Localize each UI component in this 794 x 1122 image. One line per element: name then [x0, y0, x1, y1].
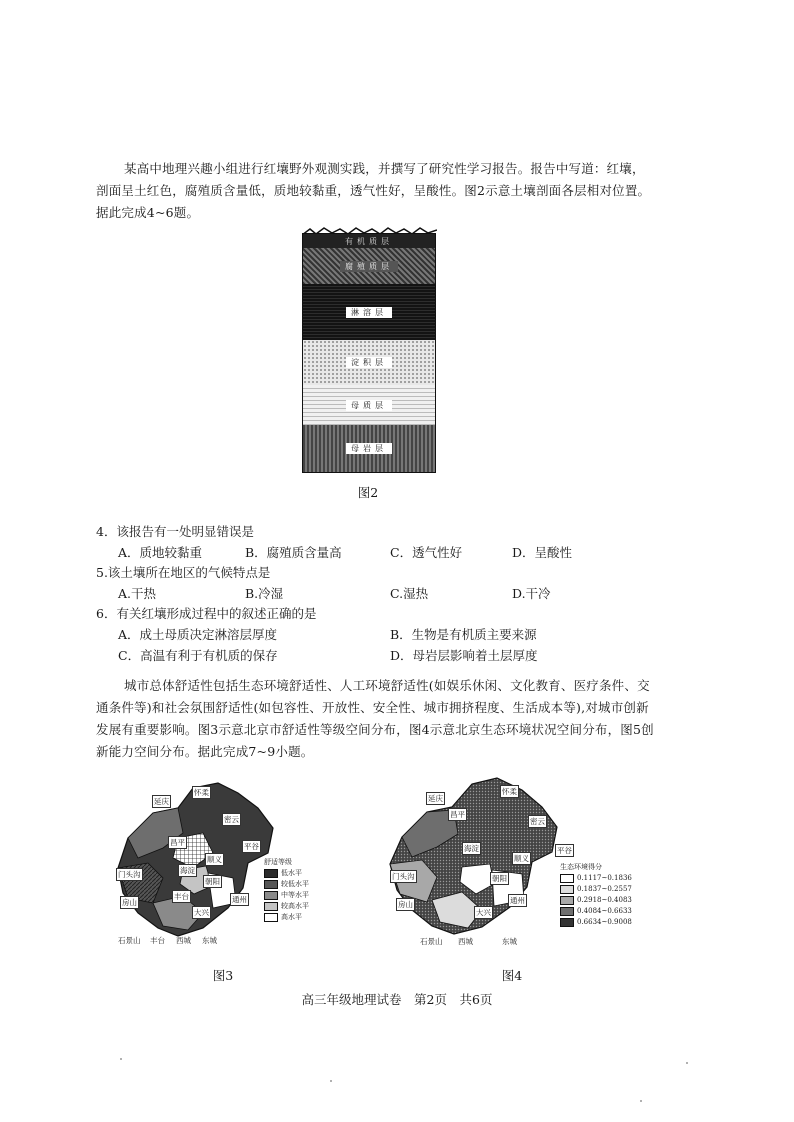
- q5-option-a[interactable]: A.干热: [118, 586, 157, 601]
- map3-legend: [264, 857, 309, 923]
- legend-swatch: [560, 885, 574, 894]
- map4-legend-item: 0.2918~0.4083: [560, 895, 632, 906]
- q5-option-c[interactable]: C.湿热: [390, 586, 429, 601]
- map3-label-6: 海淀: [180, 866, 195, 875]
- map3-label-11: 通州: [232, 895, 247, 904]
- q6-option-b[interactable]: B．生物是有机质主要来源: [390, 627, 537, 642]
- map3-label-0: 延庆: [154, 797, 169, 806]
- map3-label-2: 密云: [224, 815, 239, 824]
- q4-option-c[interactable]: C．透气性好: [390, 545, 463, 560]
- map3-legend-item: 中等水平: [264, 890, 309, 901]
- profile-layer-eluvial: 淋溶层: [303, 284, 435, 340]
- q6-option-a[interactable]: A．成土母质决定淋溶层厚度: [118, 627, 278, 642]
- map4-label-4: 顺义: [514, 854, 529, 863]
- map4-legend-item: 0.6634~0.9008: [560, 917, 632, 928]
- legend-swatch: [560, 896, 574, 905]
- map3-label-5: 平谷: [244, 842, 259, 851]
- q6-option-c[interactable]: C．高温有利于有机质的保存: [118, 648, 278, 663]
- map3-label-7: 朝阳: [205, 877, 220, 886]
- map4-bottom-label-1: 西城: [458, 937, 473, 946]
- map4-bottom-label-2: 东城: [502, 937, 517, 946]
- profile-layer-parent-material: 母质层: [303, 385, 435, 425]
- map3-label-1: 怀柔: [194, 788, 209, 797]
- q5-option-d[interactable]: D.干冷: [512, 586, 551, 601]
- legend-swatch: [560, 918, 574, 927]
- scan-speck: [120, 1058, 122, 1060]
- map4-label-2: 密云: [530, 817, 545, 826]
- map3-label-10: 大兴: [194, 908, 209, 917]
- map3-bottom-label-2: 西城: [176, 936, 191, 945]
- map3-legend-title: 舒适等级: [264, 858, 292, 866]
- profile-layer-bedrock: 母岩层: [303, 425, 435, 472]
- q6-option-d[interactable]: D．母岩层影响着土层厚度: [390, 648, 538, 663]
- map4-label-6: 海淀: [464, 844, 479, 853]
- map3-legend-item: 低水平: [264, 868, 309, 879]
- question-5-stem: 5.该土壤所在地区的气候特点是: [96, 565, 271, 580]
- map3-bottom-label-0: 石景山: [118, 936, 141, 945]
- figure-2-caption: 图2: [357, 485, 379, 500]
- profile-layer-illuvial: 淀积层: [303, 340, 435, 385]
- map3-legend-item: 较低水平: [264, 879, 309, 890]
- map4-label-11: 通州: [510, 896, 525, 905]
- profile-layer-organic: 有机质层: [303, 234, 435, 248]
- q4-option-a[interactable]: A．质地较黏重: [118, 545, 203, 560]
- map4-label-1: 怀柔: [502, 787, 517, 796]
- map3-label-9: 房山: [122, 898, 137, 907]
- map4-label-5: 平谷: [557, 846, 572, 855]
- map4-legend: [560, 862, 632, 928]
- map4-legend-title: 生态环境得分: [560, 863, 602, 871]
- page-footer: 高三年级地理试卷 第2页 共6页: [301, 992, 493, 1007]
- soil-profile-diagram: [302, 233, 436, 473]
- map3-label-12: 丰台: [174, 892, 189, 901]
- map4-bottom-label-0: 石景山: [420, 937, 443, 946]
- beijing-comfort-map: [108, 778, 278, 944]
- map3-bottom-label-3: 东城: [202, 936, 217, 945]
- map3-label-3: 昌平: [170, 838, 185, 847]
- map4-label-0: 延庆: [428, 794, 443, 803]
- legend-swatch: [264, 891, 278, 900]
- legend-swatch: [264, 902, 278, 911]
- q5-option-b[interactable]: B.冷湿: [245, 586, 284, 601]
- intro-paragraph-city: 城市总体舒适性包括生态环境舒适性、人工环境舒适性(如娱乐休闲、文化教育、医疗条件、交通条件等)和社会氛围舒适性(如包容性、开放性、安全性、城市拥挤程度、生活成本等),对城市创新发展有重要影响。图3示意北京市舒适性等级空间分布，图4示意北京生态环境状况空间分布，图5创新能力空间分布。据此完成7~9小题。: [96, 678, 654, 759]
- scan-speck: [330, 1080, 332, 1082]
- scan-speck: [686, 1062, 688, 1064]
- map4-label-3: 昌平: [450, 810, 465, 819]
- map4-legend-item: 0.1837~0.2557: [560, 884, 632, 895]
- map3-label-4: 顺义: [207, 855, 222, 864]
- figure-4-caption: 图4: [501, 968, 523, 983]
- legend-swatch: [560, 874, 574, 883]
- map3-legend-item: 较高水平: [264, 901, 309, 912]
- legend-swatch: [560, 907, 574, 916]
- profile-layer-humus: 腐殖质层: [303, 248, 435, 284]
- beijing-ecology-map: [382, 772, 562, 942]
- map4-label-7: 朝阳: [492, 874, 507, 883]
- map4-label-9: 房山: [398, 900, 413, 909]
- map3-label-8: 门头沟: [118, 870, 141, 879]
- question-4-stem: 4．该报告有一处明显错误是: [96, 524, 254, 539]
- legend-swatch: [264, 869, 278, 878]
- map3-bottom-label-1: 丰台: [150, 936, 165, 945]
- legend-swatch: [264, 913, 278, 922]
- legend-swatch: [264, 880, 278, 889]
- scan-speck: [640, 1100, 642, 1102]
- question-6-stem: 6．有关红壤形成过程中的叙述正确的是: [96, 606, 317, 621]
- q4-option-b[interactable]: B．腐殖质含量高: [245, 545, 342, 560]
- map4-legend-item: 0.1117~0.1836: [560, 873, 632, 884]
- map4-label-10: 大兴: [476, 908, 491, 917]
- q4-option-d[interactable]: D．呈酸性: [512, 545, 573, 560]
- map4-legend-item: 0.4084~0.6633: [560, 906, 632, 917]
- intro-paragraph-soil: 某高中地理兴趣小组进行红壤野外观测实践，并撰写了研究性学习报告。报告中写道：红壤，剖面呈土红色，腐殖质含量低，质地较黏重，透气性好，呈酸性。图2示意土壤剖面各层相对位置。据此完成4~6题。: [96, 161, 651, 220]
- map3-legend-item: 高水平: [264, 912, 309, 923]
- figure-3-caption: 图3: [212, 968, 234, 983]
- map4-label-8: 门头沟: [392, 872, 415, 881]
